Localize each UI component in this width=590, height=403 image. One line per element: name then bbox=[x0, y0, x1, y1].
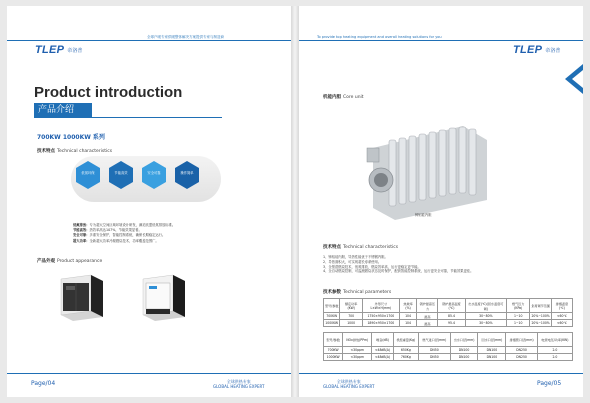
logo-mark: TLEP bbox=[513, 44, 543, 56]
book-spine bbox=[291, 6, 299, 397]
tech-list bbox=[323, 255, 573, 274]
boiler-product-image bbox=[53, 269, 109, 325]
series-heading: 700KW 1000KW 系列 bbox=[37, 134, 105, 141]
feature-desc-item: 安全可靠：多重安全保护，智能控制系统，确保长期稳定运行。 bbox=[73, 233, 166, 238]
logo-cn: 帝洛普 bbox=[67, 47, 83, 54]
feature-label: 节能高效 bbox=[114, 171, 128, 175]
boiler-product-image bbox=[137, 269, 193, 325]
feature-desc-item: 低氮排放：专为超大空间区域环境设计研发，满足欧盟低氮排放标准。 bbox=[73, 223, 176, 227]
header-rule bbox=[299, 40, 583, 41]
tech-heading bbox=[37, 148, 112, 154]
page-title-cn: 产品介绍 bbox=[34, 103, 92, 118]
feature-desc-item: 超大功率：全新超大功率冷凝燃烧技术，功率覆盖范围广。 bbox=[73, 238, 159, 243]
page-title: Product introduction bbox=[34, 84, 183, 101]
header-rule bbox=[7, 40, 291, 41]
footer-rule bbox=[299, 373, 583, 374]
page-right bbox=[299, 6, 583, 397]
feature-desc-item: 节能高效：热效率高达107%，节能效果显著。 bbox=[73, 228, 142, 233]
appearance-heading: 产品外观 Product appearance bbox=[37, 259, 103, 264]
page-number: Page/05 bbox=[537, 380, 562, 387]
table-header-row: 型号/参数 额定功率(KW) 外形尺寸 L×W×H(mm) 热效率(%) 锅炉最高压力 锅炉最高温度(℃) 出水温度(℃)(回水温度可调) 燃气压力(KPa) 负荷调节范围 排烟温度(℃) bbox=[324, 299, 573, 313]
footer-rule bbox=[7, 373, 291, 374]
corner-arrow-icon bbox=[561, 64, 583, 94]
feature-label: 安全可靠 bbox=[147, 171, 161, 175]
table-row: 700KW 700 1750×950×1700 104 最高 85.4 30~80% 1~10 20%~100% <60℃ bbox=[324, 313, 573, 320]
feature-badge bbox=[75, 160, 101, 190]
feature-label: 操作简单 bbox=[180, 171, 194, 175]
tech-list-item: 2、导热面积大，可实现超长寿命使用。 bbox=[323, 259, 382, 264]
tech-heading-en: Technical characteristics bbox=[57, 149, 113, 154]
feature-badge bbox=[141, 160, 167, 190]
footer-brand: 全球供热专家 GLOBAL HEATING EXPERT bbox=[213, 379, 265, 389]
title-rule bbox=[92, 117, 222, 118]
core-heading: 机能内胆 Core unit bbox=[323, 95, 364, 100]
logo-mark: TLEP bbox=[35, 44, 65, 56]
tech-heading: 技术特点 Technical characteristics bbox=[323, 245, 399, 250]
heat-exchanger-image bbox=[359, 118, 499, 223]
page-number: Page/04 bbox=[31, 380, 56, 387]
tech-list-item: 4、全自动燃烧控制，可监测燃烧状态及时保护，配套智能控制系统，运行更安全可靠，节能效果更佳。 bbox=[323, 269, 474, 274]
header-tagline: To provide top heating equipment and overall heating solutions for you bbox=[317, 35, 442, 39]
table-row: 700KW <30ppm <48dB(A) 650Kg DN50 DN100 DN100 DN250 2.0 bbox=[324, 347, 573, 354]
param-heading: 技术参数 Technical parameters bbox=[323, 290, 392, 295]
page-left bbox=[7, 6, 291, 397]
footer-brand: 全球供热专家 GLOBAL HEATING EXPERT bbox=[323, 379, 375, 389]
parameter-table-2 bbox=[323, 332, 573, 361]
tech-heading-cn: 技术特点 bbox=[37, 149, 55, 154]
hexagon-icon bbox=[141, 160, 167, 190]
header-tagline: 全球户暖专家供暖整体解决方案提供专家与制造商 bbox=[147, 35, 224, 39]
brand-logo bbox=[35, 44, 82, 56]
parameter-table-1 bbox=[323, 298, 573, 327]
feature-badge bbox=[108, 160, 134, 190]
tech-list-item: 3、全预混燃烧技术，低氮排放，燃烧效率高，运行更稳定更节能。 bbox=[323, 264, 421, 269]
brand-logo bbox=[513, 44, 560, 56]
table-header-row: 型号/参数 NOx排放(PPm) 噪音(dB) 机组重量(Kg) 燃气进口径(mm) 出水口径(mm) 回水口径(mm) 排烟管口径(mm) 电源电压/功率(KW) bbox=[324, 333, 573, 347]
hexagon-icon bbox=[75, 160, 101, 190]
feature-label: 低氮环保 bbox=[81, 171, 95, 175]
feature-badge bbox=[174, 160, 200, 190]
table-row: 1000KW 1000 1890×950×1700 104 最高 95.4 30~80% 1~10 20%~100% <60℃ bbox=[324, 320, 573, 327]
logo-cn: 帝洛普 bbox=[545, 47, 561, 54]
tech-list-item: 1、铸铝硅内胆，导热性能优于不锈钢内胆。 bbox=[323, 255, 388, 259]
table-row: 1000KW <30ppm <48dB(A) 760Kg DN50 DN100 DN100 DN250 2.0 bbox=[324, 354, 573, 361]
feature-descriptions bbox=[73, 223, 263, 244]
hexagon-icon bbox=[108, 160, 134, 190]
core-caption: 铸铝硅内胆 bbox=[415, 213, 432, 217]
hexagon-icon bbox=[174, 160, 200, 190]
